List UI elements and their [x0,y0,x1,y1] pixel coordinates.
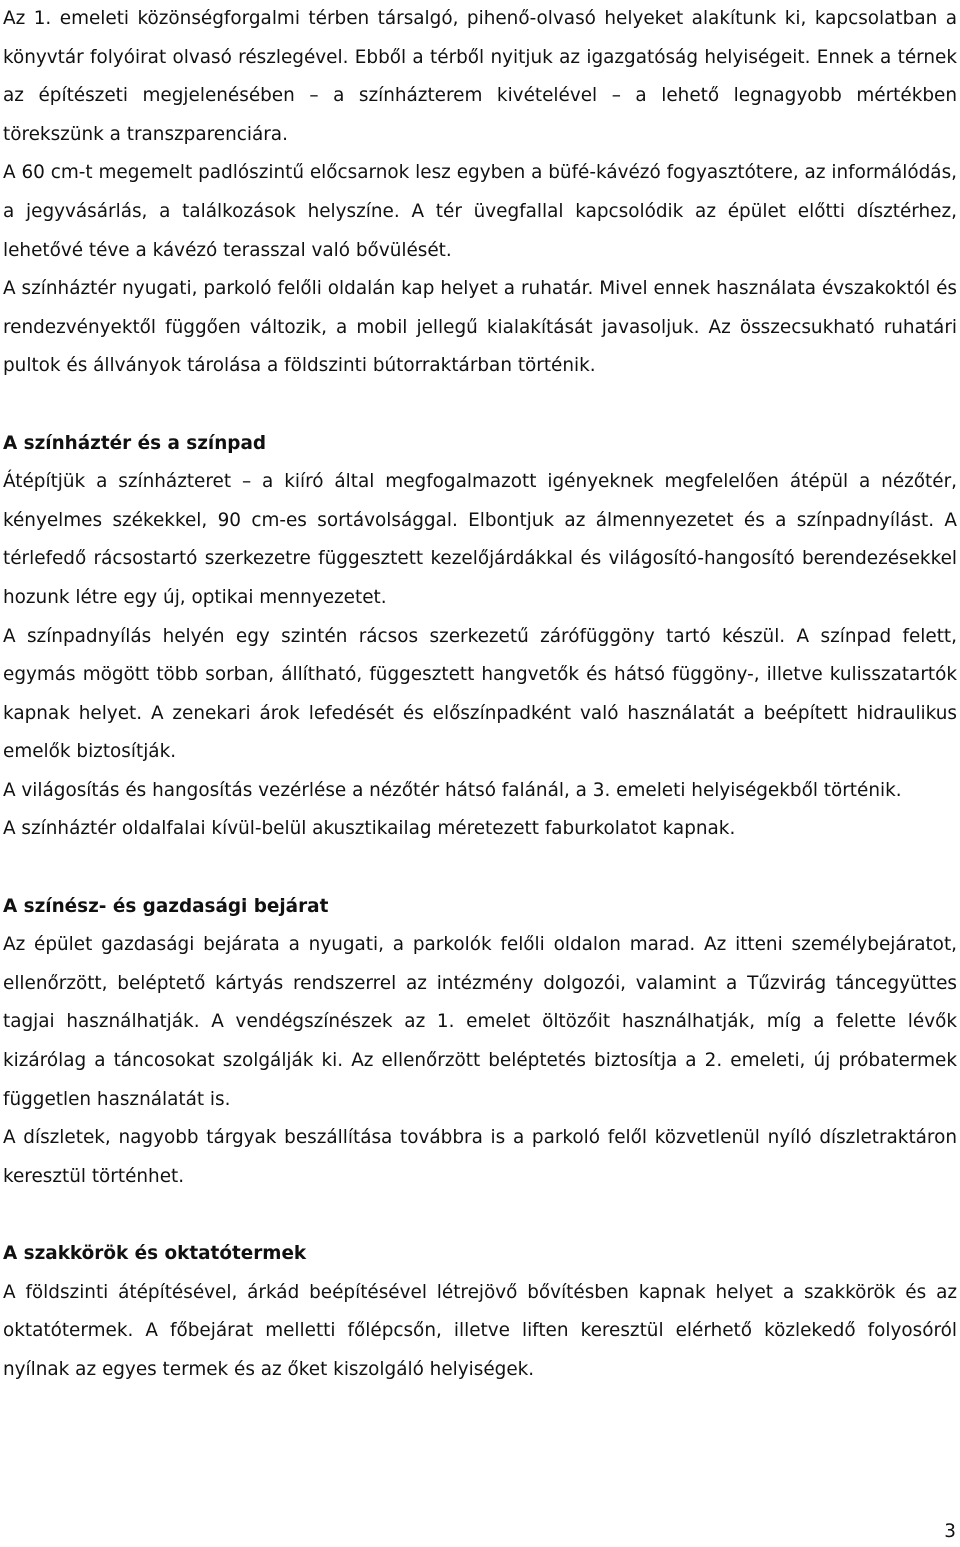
document-page [3,0,957,1389]
section-heading-theatre: A színháztér és a színpad [3,432,267,454]
entrance-paragraph-1: Az épület gazdasági bejárata a nyugati, a parkolók felőli oldalon marad. Az itteni személybejáratot, ellenőrzött, beléptető kártyás rendszerrel az intézmény dolgozói, valamint a Tűzvirág táncegyüttes tagjai használhatják. A vendégszínészek az 1. emelet öltözőit használhatják, míg a felette lévők kizárólag a táncosokat szolgálják ki. Az ellenőrzött beléptetés biztosítja a 2. emeleti, új próbatermek független használatát is. [3,934,957,1110]
page-number: 3 [944,1521,956,1542]
section-heading-clubs: A szakkörök és oktatótermek [3,1243,307,1264]
section-spacer [3,849,957,888]
section-spacer [3,1196,957,1235]
theatre-paragraph-4: A színháztér oldalfalai kívül-belül akusztikailag méretezett faburkolatot kapnak. [3,818,736,840]
theatre-paragraph-2: A színpadnyílás helyén egy szintén rácsos szerkezetű zárófüggöny tartó készül. A színpad felett, egymás mögött több sorban, állítható, függesztett hangvetők és hátsó függöny-, illetve kulisszatartók kapnak helyet. A zenekari árok lefedését és előszínpadként való használatát a beépített hidraulikus emelők biztosítják. [3,625,957,763]
clubs-paragraph-1: A földszinti átépítésével, árkád beépítésével létrejövő bővítésben kapnak helyet a szakkörök és az oktatótermek. A főbejárat melletti főlépcsőn, illetve liften keresztül elérhető közlekedő folyosóról nyílnak az egyes termek és az őket kiszolgáló helyiségek. [3,1281,957,1380]
intro-paragraph-3: A színháztér nyugati, parkoló felőli oldalán kap helyet a ruhatár. Mivel ennek használata évszakoktól és rendezvényektől függően változik, a mobil jellegű kialakítását javasoljuk. Az összecsukható ruhatári pultok és állványok tárolása a földszinti bútorraktárban történik. [3,278,957,377]
intro-paragraph-1: Az 1. emeleti közönségforgalmi térben társalgó, pihenő-olvasó helyeket alakítunk ki, kapcsolatban a könyvtár folyóirat olvasó részlegével. Ebből a térből nyitjuk az igazgatóság helyiségeit. Ennek a térnek az építészeti megjelenésében – a színházterem kivételével – a lehető legnagyobb mértékben törekszünk a transzparenciára. [3,8,957,145]
section-spacer [3,386,957,425]
theatre-paragraph-3: A világosítás és hangosítás vezérlése a nézőtér hátsó falánál, a 3. emeleti helyiségekből történik. [3,779,902,801]
theatre-paragraph-1: Átépítjük a színházteret – a kiíró által megfogalmazott igényeknek megfelelően átépül a nézőtér, kényelmes székekkel, 90 cm-es sortávolsággal. Elbontjuk az álmennyezetet és a színpadnyílást. A térlefedő rácsostartó szerkezetre függesztett kezelőjárdákkal és világosító-hangosító berendezésekkel hozunk létre egy új, optikai mennyezetet. [3,471,957,608]
intro-paragraph-2: A 60 cm-t megemelt padlószintű előcsarnok lesz egyben a büfé-kávézó fogyasztótere, az informálódás, a jegyvásárlás, a találkozások helyszíne. A tér üvegfallal kapcsolódik az épület előtti dísztérhez, lehetővé téve a kávézó terasszal való bővülését. [3,162,957,261]
section-heading-entrance: A színész- és gazdasági bejárat [3,895,329,917]
entrance-paragraph-2: A díszletek, nagyobb tárgyak beszállítása továbbra is a parkoló felől közvetlenül nyíló díszletraktáron keresztül történhet. [3,1127,957,1187]
